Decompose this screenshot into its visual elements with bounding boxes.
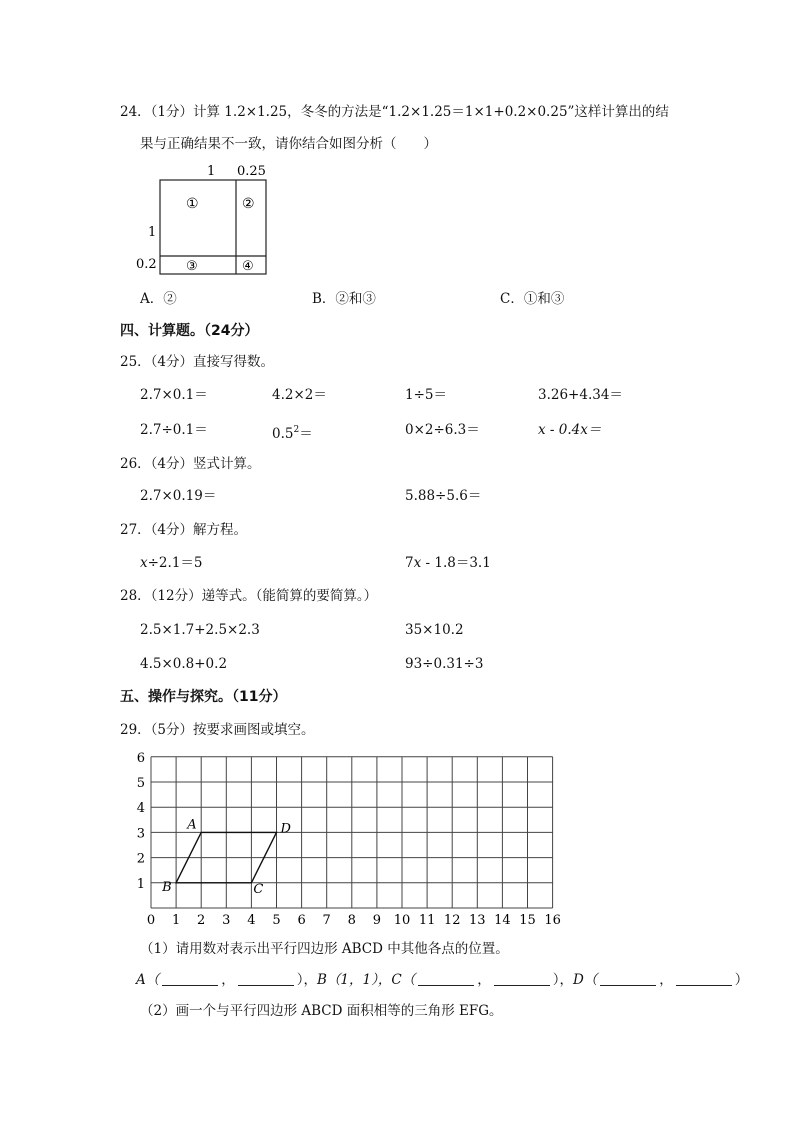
- q27-title: 27．（4分）解方程。: [120, 522, 248, 538]
- x-tick-label: 3: [222, 913, 231, 925]
- q24-option-a[interactable]: A．②: [140, 291, 177, 307]
- comma-c: ，: [477, 972, 491, 988]
- q25-item-6: [272, 421, 313, 443]
- q29-answer-line: [136, 971, 748, 989]
- answer-a-x[interactable]: [162, 973, 218, 986]
- coordinate-grid: [135, 750, 565, 925]
- q28-item-3: 4.5×0.8+0.2: [140, 656, 228, 672]
- q27-eq-1-var: x: [140, 555, 148, 571]
- x-tick-label: 15: [519, 913, 536, 925]
- y-tick-label: 2: [136, 851, 145, 867]
- y-tick-label: 5: [136, 776, 145, 791]
- region-1: ①: [186, 196, 199, 212]
- q28-item-4: 93÷0.31÷3: [405, 656, 484, 672]
- q25-item-4: 3.26+4.34＝: [538, 387, 623, 403]
- x-tick-label: 1: [171, 913, 181, 925]
- q28-title: 28．（12分）递等式。（能简算的要简算。）: [120, 588, 378, 604]
- section-5-heading: 五、操作与探究。（11分）: [120, 689, 287, 705]
- q25-title: 25．（4分）直接写得数。: [120, 354, 275, 370]
- vertex-label-a: A: [187, 817, 197, 833]
- q27-eq-2-var: x: [413, 555, 422, 571]
- answer-c-y[interactable]: [494, 973, 550, 986]
- point-c-label: C（: [391, 972, 416, 988]
- point-a-label: A（: [136, 972, 160, 988]
- point-b-text: B（1，1），: [317, 972, 392, 988]
- q29-title: 29．（5分）按要求画图或填空。: [120, 722, 315, 738]
- close-c: ），: [552, 972, 573, 988]
- q25-item-7: 0×2÷6.3＝: [405, 422, 480, 438]
- x-tick-label: 7: [322, 913, 331, 925]
- q27-eq-1: [140, 554, 203, 572]
- q25-item-8: x - 0.4x＝: [538, 422, 602, 438]
- vertex-label-c: C: [253, 881, 264, 897]
- q25-item-6-base: 0.5: [272, 426, 294, 442]
- q24-area-figure: [130, 160, 275, 280]
- close-d: ）: [734, 972, 749, 988]
- vertex-label-d: D: [280, 821, 291, 837]
- y-tick-label: 6: [136, 750, 145, 766]
- q28-item-2: 35×10.2: [405, 622, 464, 638]
- y-tick-label: 4: [136, 801, 145, 817]
- q25-item-5: 2.7÷0.1＝: [140, 422, 208, 438]
- q27-eq-2-rest: - 1.8＝3.1: [421, 555, 491, 571]
- q26-item-1: 2.7×0.19＝: [140, 488, 217, 504]
- label-left-1: 1: [148, 225, 157, 240]
- point-d-label: D（: [572, 972, 598, 988]
- x-tick-label: 2: [197, 913, 206, 925]
- region-4: ④: [242, 259, 254, 274]
- close-a: ），: [296, 972, 317, 988]
- x-tick-label: 11: [418, 913, 436, 925]
- q27-eq-1-rest: ÷2.1＝5: [147, 555, 203, 571]
- q28-item-1: 2.5×1.7+2.5×2.3: [140, 622, 260, 638]
- y-tick-label: 1: [136, 876, 145, 892]
- q25-item-2: 4.2×2＝: [272, 387, 327, 403]
- x-tick-label: 5: [272, 913, 281, 925]
- y-tick-label: 3: [136, 826, 145, 842]
- q29-sub1: （1）请用数对表示出平行四边形 ABCD 中其他各点的位置。: [140, 941, 509, 957]
- comma-a: ，: [221, 972, 235, 988]
- answer-d-x[interactable]: [600, 973, 656, 986]
- q27-eq-2-coef: 7: [405, 555, 414, 571]
- region-2: ②: [242, 196, 255, 212]
- comma-d: ，: [659, 972, 673, 988]
- answer-d-y[interactable]: [676, 973, 732, 986]
- x-tick-label: 0: [146, 913, 156, 925]
- answer-a-y[interactable]: [238, 973, 294, 986]
- section-4-heading: 四、计算题。（24分）: [120, 323, 259, 339]
- q25-item-6-exp: 2: [293, 425, 300, 435]
- x-tick-label: 9: [372, 913, 382, 925]
- x-tick-label: 14: [494, 913, 511, 925]
- x-tick-label: 10: [393, 913, 411, 925]
- x-tick-label: 4: [247, 913, 256, 925]
- q25-item-3: 1÷5＝: [405, 387, 447, 403]
- q26-item-2: 5.88÷5.6＝: [405, 488, 482, 504]
- q24-option-c[interactable]: C．①和③: [500, 291, 565, 307]
- q25-item-1: 2.7×0.1＝: [140, 387, 208, 403]
- region-3: ③: [186, 259, 198, 274]
- q27-eq-2: [405, 554, 491, 572]
- x-tick-label: 13: [469, 913, 486, 925]
- label-left-02: 0.2: [136, 257, 157, 272]
- x-tick-label: 8: [347, 913, 356, 925]
- x-tick-label: 16: [544, 913, 561, 925]
- q26-title: 26．（4分）竖式计算。: [120, 456, 261, 472]
- label-top-025: 0.25: [237, 164, 266, 179]
- q24-stem-line1: 24．（1分）计算 1.2×1.25，冬冬的方法是“1.2×1.25＝1×1+0.2×0.25”这样计算出的结: [120, 104, 669, 120]
- vertex-label-b: B: [162, 879, 172, 895]
- q25-item-6-eq: ＝: [299, 426, 313, 442]
- answer-c-x[interactable]: [418, 973, 474, 986]
- q24-stem-line2: 果与正确结果不一致，请你结合如图分析（ ）: [140, 136, 437, 152]
- x-tick-label: 6: [297, 913, 306, 925]
- q29-sub2: （2）画一个与平行四边形 ABCD 面积相等的三角形 EFG。: [140, 1003, 503, 1019]
- label-top-1: 1: [207, 164, 216, 179]
- q24-option-b[interactable]: B．②和③: [312, 291, 376, 307]
- x-tick-label: 12: [443, 913, 461, 925]
